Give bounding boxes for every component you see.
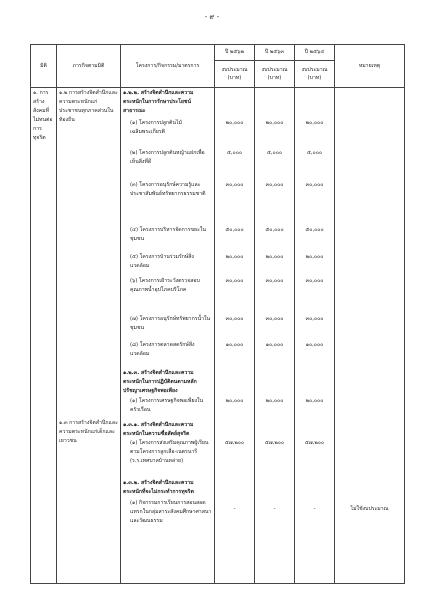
budget-value: ๒๐,๐๐๐ [305,254,324,260]
project-item: (๒) โครงการปลูกต้นหญ้าแฝกเพื่อเห็นสิ่งที่ดี [130,150,205,166]
dimension-text: ๑. การสร้างสังคมที่ไม่ทนต่อการทุจริต [33,90,53,142]
header-remark: หมายเหตุ [335,45,405,88]
budget-value: ๕๐,๐๐๐ [265,227,284,233]
budget-value: ๓๐,๐๐๐ [265,278,284,284]
header-year-3: ปี ๒๕๖๔ [295,45,335,61]
budget-value: ๒๐,๐๐๐ [265,398,284,404]
section-1-3-1: ๑.๓.๑. สร้างจิตสำนึกและความตระหนักในความซื่อสัตย์สุจริต [123,422,194,438]
budget-value: ๕๗,๒๐๐ [304,440,325,446]
projects-cell [121,88,215,584]
project-item: (๓) โครงการอนุรักษ์ความรู้และประชาสัมพันธ์ทรัพยากรธรรมชาติ [130,182,206,198]
table-body-row [31,88,405,584]
budget-value: ๕,๐๐๐ [266,150,283,156]
budget-value: ๒๐,๐๐๐ [225,120,244,126]
budget-value: ๒๐,๐๐๐ [225,398,244,404]
budget-value: ๒๐,๐๐๐ [305,398,324,404]
mission-1-2: ๑.๒ การสร้างจิตสำนึกและความตระหนักแก่ประชาชนทุกภาคส่วนในท้องถิ่น [59,90,118,124]
project-item: (๑) โครงการปลูกต้นไม้เฉลิมพระเกียรติ [130,120,182,136]
budget-label: งบประมาณ [261,66,288,73]
project-item: (๑) โครงการส่งเสริมคุณภาพผู้เรียนตามโครงการลูกเสือ-เนตรนารี (ร.ร.เทศบาลบ้านหล่าย) [130,440,209,465]
budget-value: - [313,506,316,512]
budget-value: ๕๐,๐๐๐ [305,227,324,233]
unit-label: (บาท) [267,75,282,81]
mission-1-3: ๑.๓ การสร้างจิตสำนึกและความตระหนักแก่เด็กและเยาวชน [59,420,118,445]
section-1-2-3: ๑.๒.๓. สร้างจิตสำนึกและความตระหนักในการปฏิบัติตนตามหลักปรัชญาเศรษฐกิจพอเพียง [123,370,197,395]
budget-value: ๑๐,๐๐๐ [225,342,244,348]
budget-value: - [233,506,236,512]
header-budget-1 [215,61,255,88]
budget-value: ๒๐,๐๐๐ [305,120,324,126]
budget-value: ๕,๐๐๐ [226,150,243,156]
budget-label: งบประมาณ [221,66,248,73]
budget-year-2-cell [255,88,295,584]
header-year-1: ปี ๒๕๖๒ [215,45,255,61]
budget-value: ๓๐,๐๐๐ [225,316,244,322]
budget-value: ๒๐,๐๐๐ [265,120,284,126]
budget-value: ๕๐,๐๐๐ [225,227,244,233]
page-number: - ๙ - [204,13,220,21]
unit-label: (บาท) [227,75,242,81]
budget-value: ๓๐,๐๐๐ [265,316,284,322]
project-item: (๗) โครงการอนุรักษ์ทรัพยากรน้ำในชุมชน [130,316,211,332]
header-budget-2 [255,61,295,88]
unit-label: (บาท) [307,75,322,81]
budget-year-1-cell [215,88,255,584]
budget-value: ๓๐,๐๐๐ [225,278,244,284]
section-1-2-2: ๑.๒.๒. สร้างจิตสำนึกและความตระหนักในการรักษาประโยชน์สาธารณะ [123,90,194,115]
project-item: (๑) โครงการเศรษฐกิจพอเพียงในครัวเรือน [130,398,204,414]
header-dimension: มิติ [31,45,57,88]
budget-value: ๓๐,๐๐๐ [305,316,324,322]
budget-value: ๓๐,๐๐๐ [305,278,324,284]
project-item: (๘) โครงการตลาดสดรักษ์สิ่งแวดล้อม [130,342,195,358]
budget-value: ๑๐,๐๐๐ [265,342,284,348]
budget-value: ๒๐,๐๐๐ [225,254,244,260]
budget-value: ๕๗,๒๐๐ [264,440,285,446]
budget-value: ๓๐,๐๐๐ [305,182,324,188]
header-projects: โครงการ/กิจกรรม/มาตรการ [121,45,215,88]
header-budget-3 [295,61,335,88]
budget-year-3-cell [295,88,335,584]
header-row-years [31,45,405,61]
header-year-2: ปี ๒๕๖๓ [255,45,295,61]
project-item: (๕) โครงการบ้านร่วมรักษ์สิ่งแวดล้อม [130,254,194,270]
budget-value: ๑๐,๐๐๐ [305,342,324,348]
project-item: (๔) โครงการบริหารจัดการขยะในชุมชน [130,227,206,243]
budget-value: ๓๐,๐๐๐ [265,182,284,188]
section-1-3-2: ๑.๓.๒. สร้างจิตสำนึกและความตระหนักที่จะไม่กระทำการทุจริต [123,480,194,496]
dimension-cell [31,88,57,584]
header-mission: ภารกิจตามมิติ [57,45,121,88]
budget-value: ๕,๐๐๐ [306,150,323,156]
budget-value: - [273,506,276,512]
remark-cell [335,88,405,584]
project-item: (๑) กิจกรรมการเรียนการสอนสอดแทรกในกลุ่มสาระสังคมศึกษาศาสนาและวัฒนธรรม [130,500,212,525]
budget-value: ๓๐,๐๐๐ [225,182,244,188]
budget-label: งบประมาณ [301,66,328,73]
budget-value: ๒๐,๐๐๐ [265,254,284,260]
remark-text: ไม่ใช้งบประมาณ [350,506,389,512]
mission-cell [57,88,121,584]
project-item: (๖) โครงการเฝ้าระวังตรวจสอบคุณภาพน้ำอุปโภคบริโภค [130,278,200,294]
project-table [30,44,405,584]
budget-value: ๕๗,๒๐๐ [224,440,245,446]
